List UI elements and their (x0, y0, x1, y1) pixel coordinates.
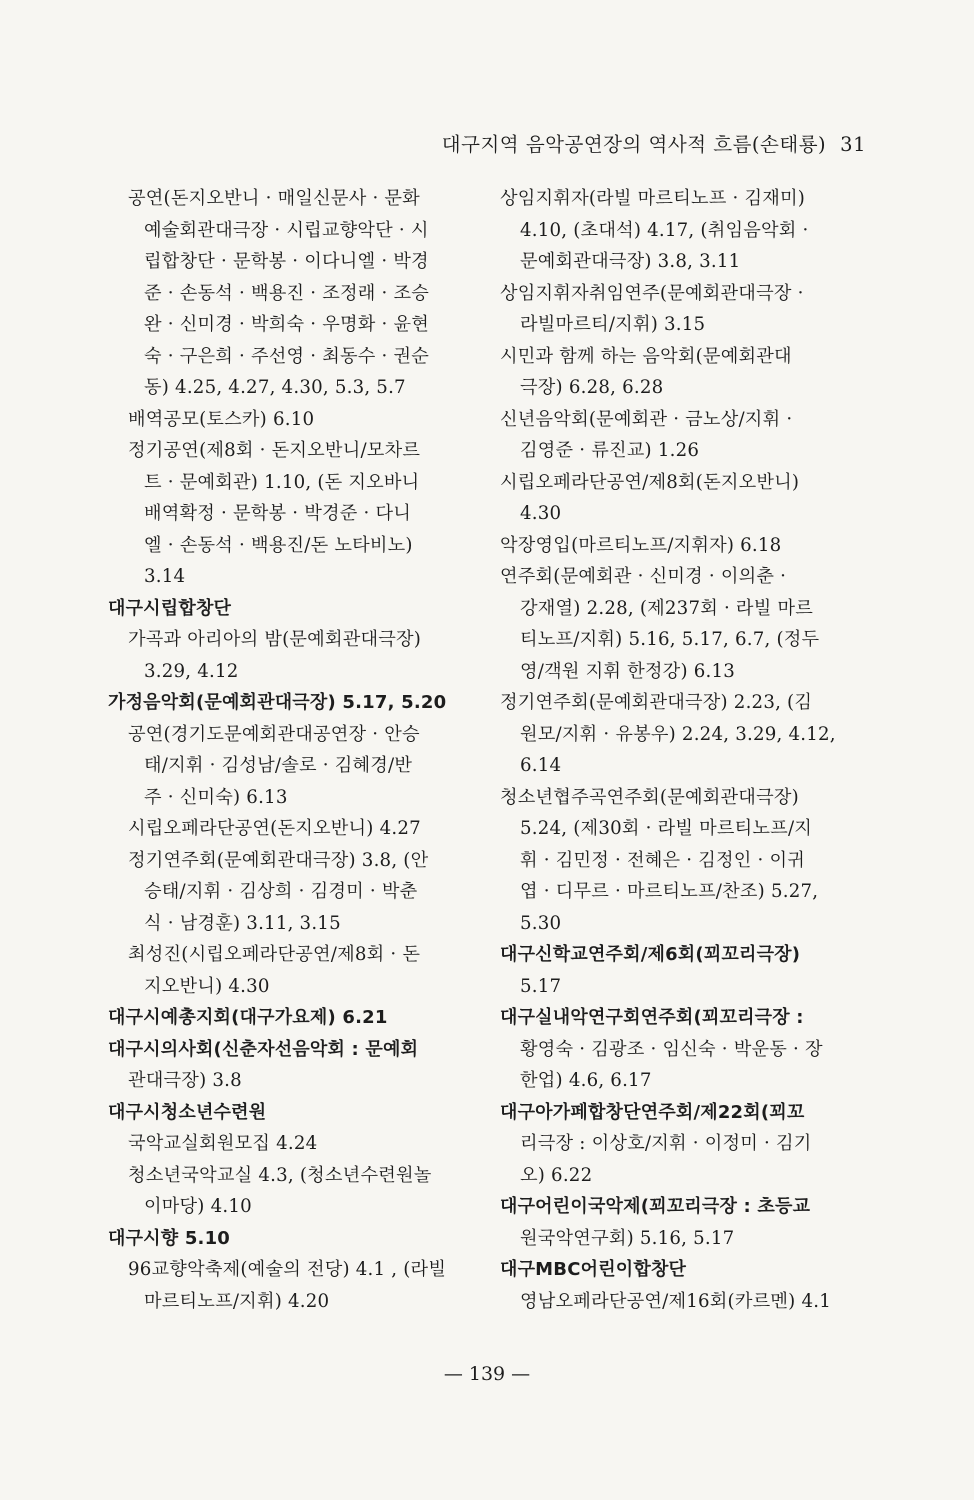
index-entry-line: 국악교실회원모집 4.24 (128, 1133, 318, 1154)
index-entry-heading: 대구신학교연주회/제6회(꾀꼬리극장) (500, 944, 801, 965)
page-footer-number: — 139 — (443, 1363, 531, 1385)
index-entry-line: 태/지휘 · 김성남/솔로 · 김혜경/반 (144, 755, 413, 776)
index-entry-line: 정기공연(제8회 · 돈지오반니/모차르 (128, 440, 421, 461)
index-entry-line: 배역공모(토스카) 6.10 (128, 408, 315, 430)
index-entry-line: 라빌마르티/지휘) 3.15 (520, 314, 706, 335)
header-title: 대구지역 음악공연장의 역사적 흐름(손태룡) (441, 133, 827, 156)
running-header (442, 129, 866, 157)
index-entry-heading: 대구어린이국악제(꾀꼬리극장 : 초등교 (500, 1196, 811, 1217)
index-entry-line: 이마당) 4.10 (144, 1196, 252, 1217)
index-entry-line: 관대극장) 3.8 (128, 1070, 242, 1091)
index-entry-line: 최성진(시립오페라단공연/제8회 · 돈 (128, 944, 421, 965)
index-entry-line: 극장) 6.28, 6.28 (520, 377, 664, 398)
index-entry-line: 티노프/지휘) 5.16, 5.17, 6.7, (정두 (520, 629, 820, 650)
index-entry-line: 4.10, (초대석) 4.17, (취임음악회 · (520, 219, 809, 241)
index-entry-line: 96교향악축제(예술의 전당) 4.1 , (라빌 (128, 1259, 447, 1280)
index-entry-line: 황영숙 · 김광조 · 임신숙 · 박운동 · 장 (520, 1038, 823, 1060)
index-entry-line: 준 · 손동석 · 백용진 · 조정래 · 조승 (144, 282, 430, 304)
index-entry-line: 시립오페라단공연(돈지오반니) 4.27 (128, 818, 421, 839)
index-entry-line: 리극장 : 이상호/지휘 · 이정미 · 김기 (520, 1133, 812, 1154)
index-entry-line: 식 · 남경훈) 3.11, 3.15 (144, 912, 341, 934)
index-entry-heading: 대구MBC어린이합창단 (500, 1259, 687, 1280)
index-entry-line: 공연(경기도문예회관대공연장 · 안승 (128, 723, 420, 745)
left-column (108, 183, 478, 1317)
index-entry-heading: 대구시향 5.10 (108, 1227, 231, 1249)
index-entry-line: 원모/지휘 · 유봉우) 2.24, 3.29, 4.12, (520, 723, 836, 745)
index-entry-line: 3.29, 4.12 (144, 660, 239, 682)
index-entry-line: 가곡과 아리아의 밤(문예회관대극장) (128, 629, 422, 650)
index-entry-heading: 신년음악회(문예회관 · 금노상/지휘 · (500, 408, 793, 430)
index-entry-line: 립합창단 · 문학봉 · 이다니엘 · 박경 (144, 251, 429, 272)
index-entry-line: 배역확정 · 문학봉 · 박경준 · 다니 (144, 503, 412, 524)
index-entry-heading: 가정음악회(문예회관대극장) 5.17, 5.20 (108, 692, 447, 713)
index-entry-heading: 상임지휘자취임연주(문예회관대극장 · (500, 282, 804, 304)
index-entry-heading: 대구시립합창단 (108, 597, 232, 619)
index-entry-heading: 시립오페라단공연/제8회(돈지오반니) (500, 471, 800, 493)
index-entry-heading: 대구시예총지회(대구가요제) 6.21 (108, 1007, 388, 1028)
index-entry-line: 청소년국악교실 4.3, (청소년수련원놀 (128, 1164, 432, 1186)
index-entry-heading: 대구시의사회(신춘자선음악회 : 문예회 (108, 1038, 419, 1060)
index-entry-line: 김영준 · 류진교) 1.26 (520, 440, 700, 461)
index-entry-line: 5.24, (제30회 · 라빌 마르티노프/지 (520, 818, 813, 839)
index-entry-heading: 상임지휘자(라빌 마르티노프 · 김재미) (500, 188, 806, 209)
index-entry-line: 승태/지휘 · 김상희 · 김경미 · 박춘 (144, 881, 418, 902)
index-entry-line: 강재열) 2.28, (제237회 · 라빌 마르 (520, 597, 813, 619)
index-entry-line: 원국악연구회) 5.16, 5.17 (520, 1227, 735, 1249)
index-entry-line: 한업) 4.6, 6.17 (520, 1070, 652, 1091)
index-entry-line: 4.30 (520, 503, 562, 524)
index-entry-line: 6.14 (520, 755, 562, 776)
index-entry-heading: 연주회(문예회관 · 신미경 · 이의춘 · (500, 566, 787, 587)
index-entry-line: 오) 6.22 (520, 1164, 593, 1186)
index-entry-line: 공연(돈지오반니 · 매일신문사 · 문화 (128, 188, 420, 209)
index-entry-heading: 악장영입(마르티노프/지휘자) 6.18 (500, 534, 782, 556)
index-entry-line: 정기연주회(문예회관대극장) 3.8, (안 (128, 849, 429, 871)
index-entry-line: 휘 · 김민정 · 전혜은 · 김정인 · 이귀 (520, 849, 806, 871)
index-entry-line: 영남오페라단공연/제16회(카르멘) 4.1 (520, 1290, 831, 1312)
right-column (500, 183, 872, 1317)
index-entry-line: 엘 · 손동석 · 백용진/돈 노타비노) (144, 534, 413, 556)
index-entry-line: 엽 · 디무르 · 마르티노프/찬조) 5.27, (520, 881, 819, 902)
index-entry-heading: 대구아가페합창단연주회/제22회(꾀꼬 (500, 1101, 805, 1123)
index-entry-heading: 대구실내악연구회연주회(꾀꼬리극장 : (500, 1007, 804, 1028)
index-entry-line: 트 · 문예회관) 1.10, (돈 지오바니 (144, 471, 420, 493)
index-entry-line: 5.17 (520, 975, 562, 997)
index-entry-line: 마르티노프/지휘) 4.20 (144, 1290, 330, 1312)
index-entry-line: 완 · 신미경 · 박희숙 · 우명화 · 윤현 (144, 314, 430, 335)
index-entry-heading: 청소년협주곡연주회(문예회관대극장) (500, 786, 799, 808)
index-entry-line: 3.14 (144, 566, 186, 587)
index-entry-line: 5.30 (520, 912, 562, 934)
index-entry-line: 문예회관대극장) 3.8, 3.11 (520, 251, 741, 272)
index-entry-line: 영/객원 지휘 한정강) 6.13 (520, 660, 736, 682)
index-entry-heading: 정기연주회(문예회관대극장) 2.23, (김 (500, 692, 813, 713)
index-entry-line: 주 · 신미숙) 6.13 (144, 786, 288, 808)
index-entry-line: 숙 · 구은희 · 주선영 · 최동수 · 권순 (144, 345, 430, 367)
index-entry-heading: 대구시청소년수련원 (108, 1101, 267, 1123)
index-entry-line: 예술회관대극장 · 시립교향악단 · 시 (144, 219, 429, 241)
index-entry-line: 지오반니) 4.30 (144, 975, 270, 997)
index-entry-line: 동) 4.25, 4.27, 4.30, 5.3, 5.7 (144, 377, 406, 398)
header-page-number: 31 (840, 133, 866, 156)
index-entry-heading: 시민과 함께 하는 음악회(문예회관대 (500, 345, 792, 367)
